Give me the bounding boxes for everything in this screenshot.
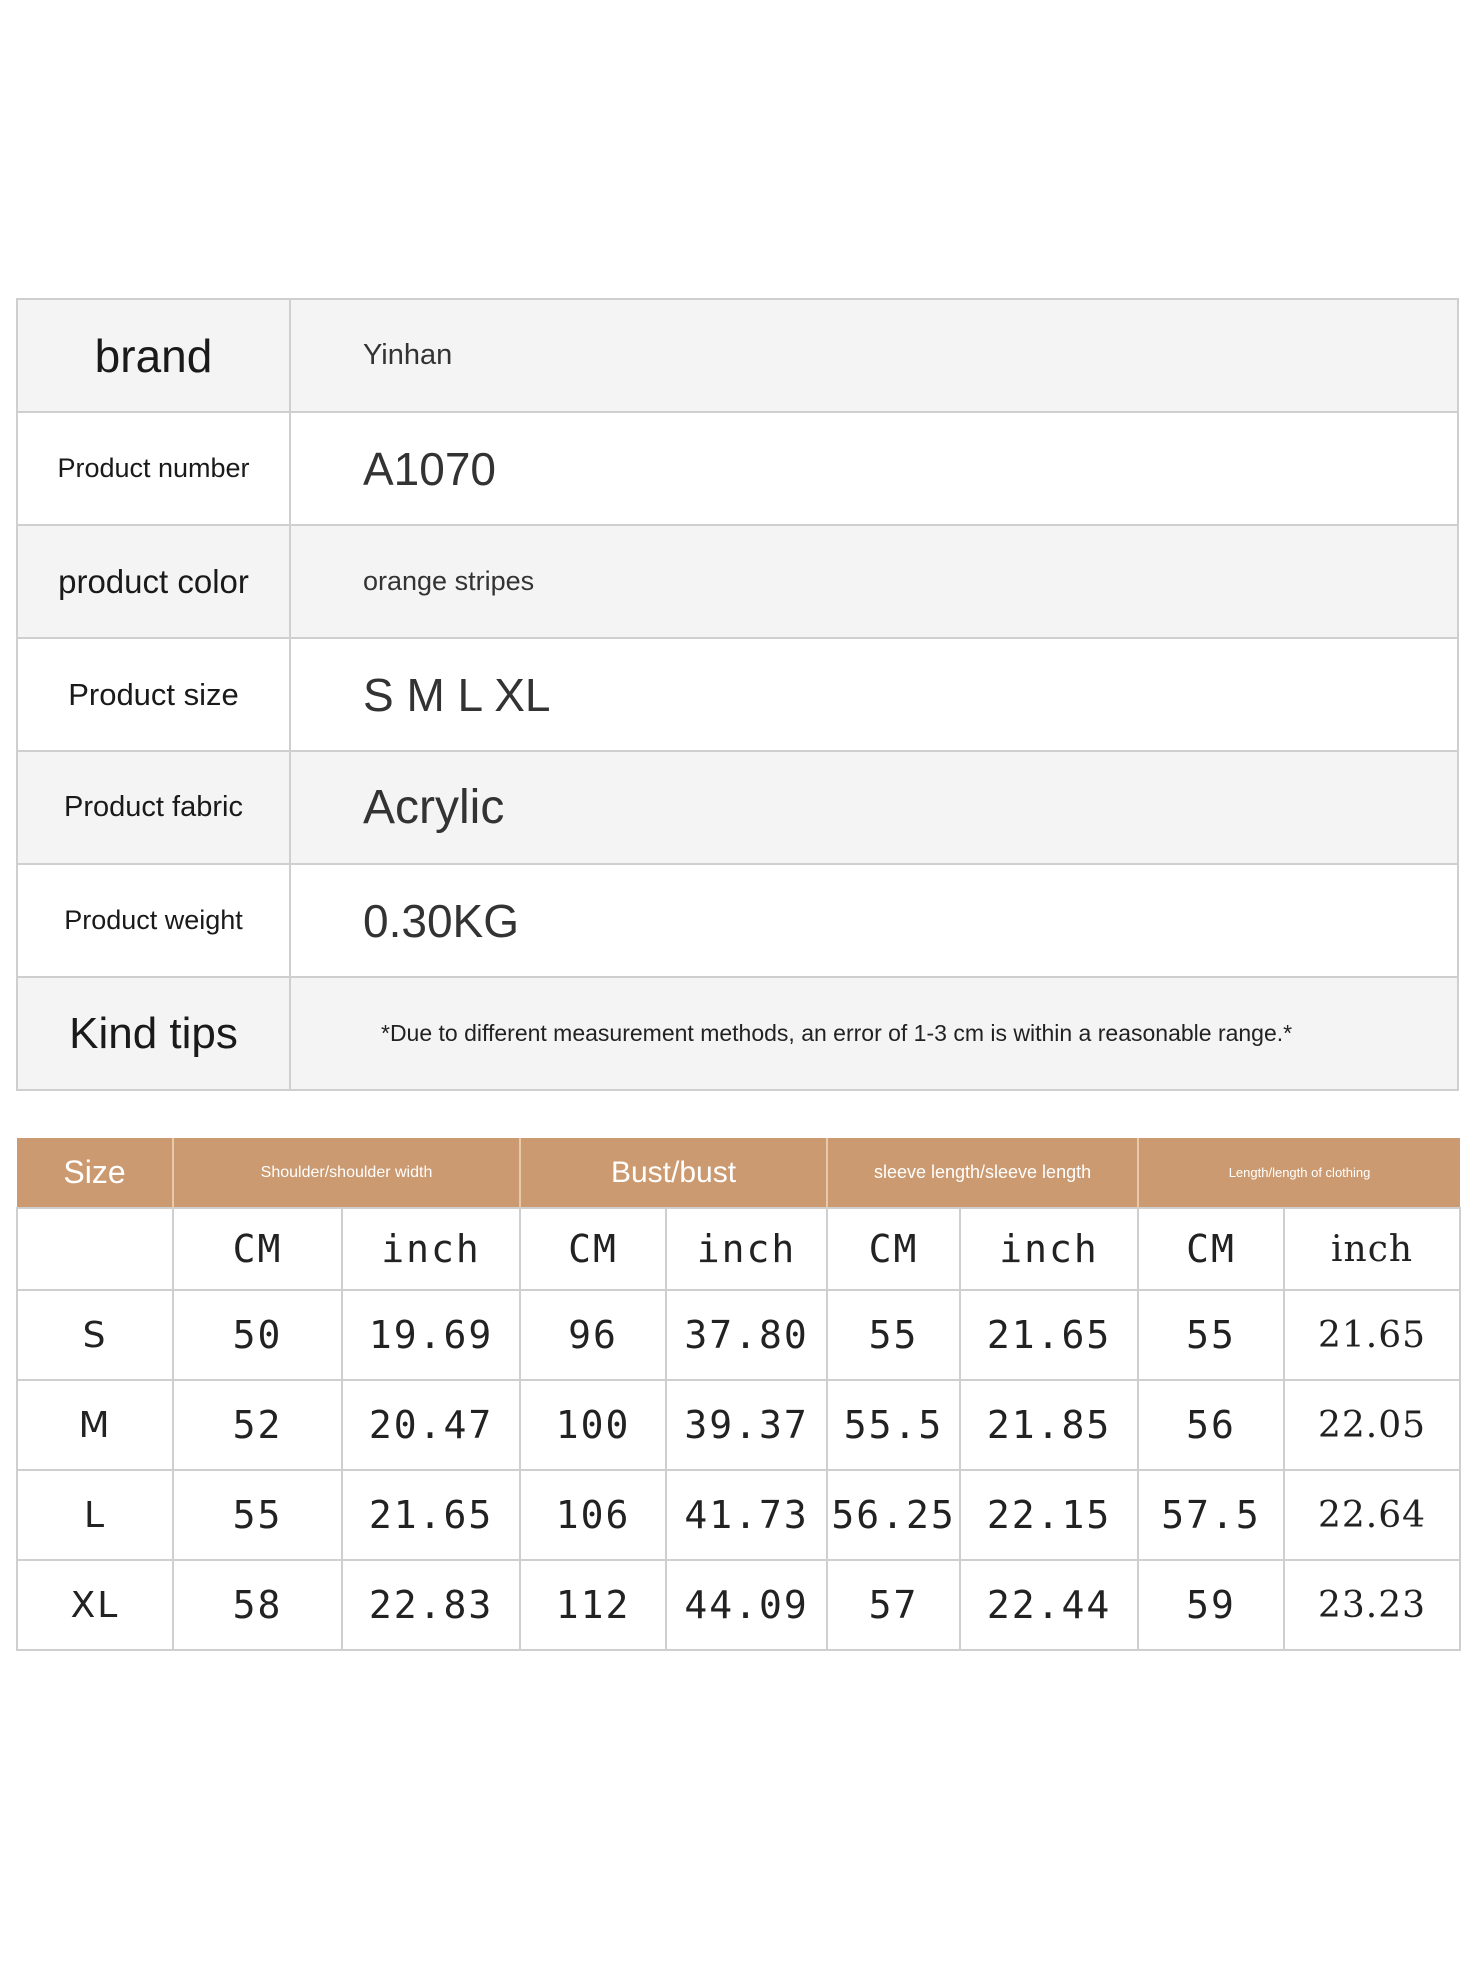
info-value: S M L XL xyxy=(290,638,1458,751)
info-label: Kind tips xyxy=(17,977,290,1090)
info-row-product-number xyxy=(17,412,1458,525)
value-cell: 59 xyxy=(1138,1560,1284,1650)
table-row xyxy=(17,1560,1460,1650)
info-label: Product weight xyxy=(17,864,290,977)
table-row xyxy=(17,1380,1460,1470)
value-cell: 22.64 xyxy=(1284,1470,1460,1560)
value-cell: 21.85 xyxy=(960,1380,1138,1470)
value-cell: 100 xyxy=(520,1380,666,1470)
value-cell: 22.44 xyxy=(960,1560,1138,1650)
header-size: Size xyxy=(17,1138,173,1208)
info-row-product-fabric xyxy=(17,751,1458,864)
info-row-product-color xyxy=(17,525,1458,638)
info-row-kind-tips xyxy=(17,977,1458,1090)
value-cell: 20.47 xyxy=(342,1380,520,1470)
info-label: Product fabric xyxy=(17,751,290,864)
info-row-product-weight xyxy=(17,864,1458,977)
size-label: L xyxy=(17,1470,173,1560)
value-cell: 21.65 xyxy=(1284,1290,1460,1380)
size-label: XL xyxy=(17,1560,173,1650)
info-value: orange stripes xyxy=(290,525,1458,638)
unit-cell: CM xyxy=(1138,1208,1284,1290)
value-cell: 57.5 xyxy=(1138,1470,1284,1560)
info-row-brand xyxy=(17,299,1458,412)
value-cell: 52 xyxy=(173,1380,342,1470)
table-row xyxy=(17,1290,1460,1380)
value-cell: 56.25 xyxy=(827,1470,960,1560)
value-cell: 96 xyxy=(520,1290,666,1380)
unit-cell: inch xyxy=(960,1208,1138,1290)
value-cell: 56 xyxy=(1138,1380,1284,1470)
value-cell: 19.69 xyxy=(342,1290,520,1380)
info-row-product-size xyxy=(17,638,1458,751)
unit-cell: CM xyxy=(827,1208,960,1290)
size-label: S xyxy=(17,1290,173,1380)
value-cell: 21.65 xyxy=(960,1290,1138,1380)
unit-cell: CM xyxy=(520,1208,666,1290)
header-length: Length/length of clothing xyxy=(1138,1138,1460,1208)
value-cell: 50 xyxy=(173,1290,342,1380)
header-shoulder: Shoulder/shoulder width xyxy=(173,1138,520,1208)
info-value: Yinhan xyxy=(290,299,1458,412)
value-cell: 22.15 xyxy=(960,1470,1138,1560)
value-cell: 41.73 xyxy=(666,1470,827,1560)
value-cell: 37.80 xyxy=(666,1290,827,1380)
value-cell: 55.5 xyxy=(827,1380,960,1470)
unit-cell: inch xyxy=(342,1208,520,1290)
size-chart-header xyxy=(17,1138,1460,1208)
value-cell: 21.65 xyxy=(342,1470,520,1560)
value-cell: 22.83 xyxy=(342,1560,520,1650)
value-cell: 112 xyxy=(520,1560,666,1650)
value-cell: 57 xyxy=(827,1560,960,1650)
header-bust: Bust/bust xyxy=(520,1138,827,1208)
value-cell: 55 xyxy=(173,1470,342,1560)
info-label: product color xyxy=(17,525,290,638)
info-value: *Due to different measurement methods, an error of 1-3 cm is within a reasonable range.* xyxy=(290,977,1458,1090)
info-value: A1070 xyxy=(290,412,1458,525)
header-sleeve: sleeve length/sleeve length xyxy=(827,1138,1138,1208)
units-row xyxy=(17,1208,1460,1290)
info-label: Product size xyxy=(17,638,290,751)
info-value: Acrylic xyxy=(290,751,1458,864)
info-label: Product number xyxy=(17,412,290,525)
value-cell: 39.37 xyxy=(666,1380,827,1470)
unit-cell: inch xyxy=(1284,1208,1460,1290)
value-cell: 106 xyxy=(520,1470,666,1560)
unit-cell: inch xyxy=(666,1208,827,1290)
product-info-table xyxy=(16,298,1459,1091)
value-cell: 55 xyxy=(1138,1290,1284,1380)
empty-cell xyxy=(17,1208,173,1290)
value-cell: 55 xyxy=(827,1290,960,1380)
value-cell: 22.05 xyxy=(1284,1380,1460,1470)
table-row xyxy=(17,1470,1460,1560)
value-cell: 23.23 xyxy=(1284,1560,1460,1650)
info-value: 0.30KG xyxy=(290,864,1458,977)
unit-cell: CM xyxy=(173,1208,342,1290)
size-chart-table xyxy=(16,1138,1461,1651)
value-cell: 44.09 xyxy=(666,1560,827,1650)
info-label: brand xyxy=(17,299,290,412)
size-label: M xyxy=(17,1380,173,1470)
value-cell: 58 xyxy=(173,1560,342,1650)
